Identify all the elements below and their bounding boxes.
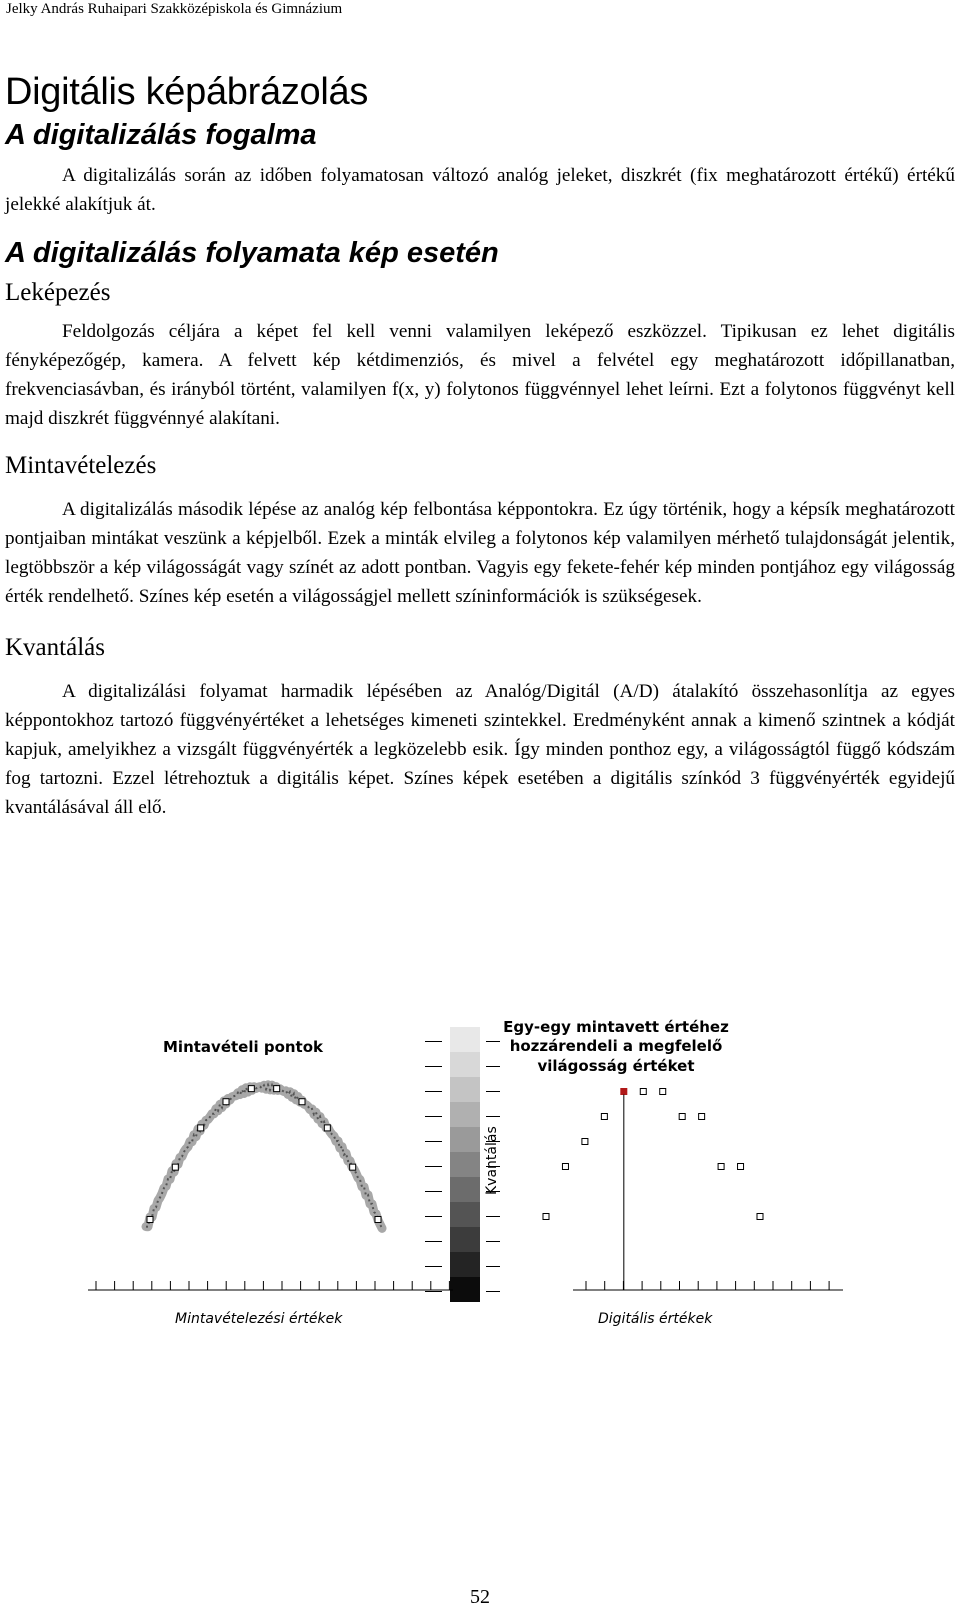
digital-points: [543, 1089, 763, 1220]
gray-level-3: [450, 1102, 480, 1127]
digital-point: [718, 1164, 724, 1170]
figure-right-caption: Digitális értékek: [598, 1311, 713, 1327]
gray-level-0: [450, 1027, 480, 1052]
sample-point: [172, 1164, 178, 1170]
sample-point: [324, 1125, 330, 1131]
sample-point: [299, 1099, 305, 1105]
page-number: 52: [470, 1586, 490, 1608]
paragraph-mintavetelezes: A digitalizálás második lépése az analóg kép felbontása képpontokra. Ez úgy történik, hogy a képsík meghatározott pontjaiban mintákat veszünk a képjelből. Ezek a minták elvileg a folytonos kép valamilyen mérhető tulajdonságát jelentik, legtöbbször a kép világosságát vagy színét az adott pontban. Vagyis egy fekete-fehér kép minden pontjához egy világosság érték rendelhető. Színes kép esetén a világosságjel mellett színinformációk is szükségesek.: [5, 499, 955, 607]
sample-point: [375, 1217, 381, 1223]
digital-point: [699, 1114, 705, 1120]
digitization-figure: [88, 1005, 853, 1345]
digital-point-highlight: [621, 1089, 627, 1095]
figure-right-title-line-3: világosság értéket: [537, 1057, 695, 1075]
subheading-kvantalas: Kvantálás: [5, 634, 105, 661]
gray-level-9: [450, 1252, 480, 1277]
gray-scale: [450, 1027, 480, 1302]
digital-point: [582, 1139, 588, 1145]
gray-level-2: [450, 1077, 480, 1102]
subheading-lekepezes: Leképezés: [5, 279, 111, 306]
figure-right-title-line-1: Egy-egy mintavett értéhez: [503, 1018, 729, 1036]
paragraph-lekepezes: Feldolgozás céljára a képet fel kell venni valamilyen leképező eszközzel. Tipikusan ez lehet digitális fényképezőgép, kamera. A felvett kép kétdimenziós, és mivel a felvétel egy meghatározott időpillanatban, frekvenciasávban, és irányból történt, valamilyen f(x, y) folytonos függvénnyel lehet leírni. Ezt a folytonos függvényt kell majd diszkrét függvénnyé alakítani.: [5, 321, 955, 429]
digital-point: [640, 1089, 646, 1095]
page-title: Digitális képábrázolás: [5, 71, 369, 113]
figure-left-title: Mintavételi pontok: [163, 1038, 324, 1056]
analog-curve: [146, 1085, 382, 1229]
gray-level-1: [450, 1052, 480, 1077]
figure-svg: [88, 1005, 853, 1345]
gray-level-6: [450, 1177, 480, 1202]
left-ticks: [96, 1281, 449, 1290]
digital-point: [757, 1214, 763, 1220]
gray-level-7: [450, 1202, 480, 1227]
gray-level-5: [450, 1152, 480, 1177]
sample-point: [274, 1086, 280, 1092]
sample-point: [350, 1164, 356, 1170]
digital-point: [660, 1089, 666, 1095]
digital-point: [679, 1114, 685, 1120]
gray-level-4: [450, 1127, 480, 1152]
digital-point: [601, 1114, 607, 1120]
sample-point: [223, 1099, 229, 1105]
sample-point: [147, 1217, 153, 1223]
sample-point: [198, 1125, 204, 1131]
paragraph-fogalma: A digitalizálás során az időben folyamatosan változó analóg jeleket, diszkrét (fix meghatározott értékű) értékű jelekké alakítjuk át.: [5, 165, 955, 215]
section-heading-folyamata: A digitalizálás folyamata kép esetén: [5, 237, 499, 269]
digital-point: [738, 1164, 744, 1170]
paragraph-kvantalas: A digitalizálási folyamat harmadik lépésében az Analóg/Digitál (A/D) átalakító összehasonlítja az egyes képpontokhoz tartozó függvényértéket a lehetséges kimeneti szintekkel. Eredményként annak a kimenő szintnek a kódját kapjuk, amelyikhez a vizsgált függvényérték a legközelebb esik. Így minden ponthoz egy, a világosságtól függő kódszám fog tartozni. Ezzel létrehoztuk a digitális képet. Színes képek esetében a digitális színkód 3 függvényérték egyidejű kvantálásával áll elő.: [5, 681, 955, 818]
running-head: Jelky András Ruhaipari Szakközépiskola és Gimnázium: [6, 1, 343, 17]
page-content: [5, 70, 955, 822]
gray-level-8: [450, 1227, 480, 1252]
subheading-mintavetelezes: Mintavételezés: [5, 452, 157, 479]
figure-right-title-line-2: hozzárendeli a megfelelő: [509, 1037, 723, 1055]
gray-level-10: [450, 1277, 480, 1302]
section-heading-fogalma: A digitalizálás fogalma: [5, 119, 317, 151]
digital-point: [543, 1214, 549, 1220]
figure-scale-label: Kvantálás: [484, 1126, 500, 1195]
figure-left-caption: Mintavételezési értékek: [175, 1311, 343, 1327]
sample-point: [248, 1086, 254, 1092]
digital-point: [562, 1164, 568, 1170]
